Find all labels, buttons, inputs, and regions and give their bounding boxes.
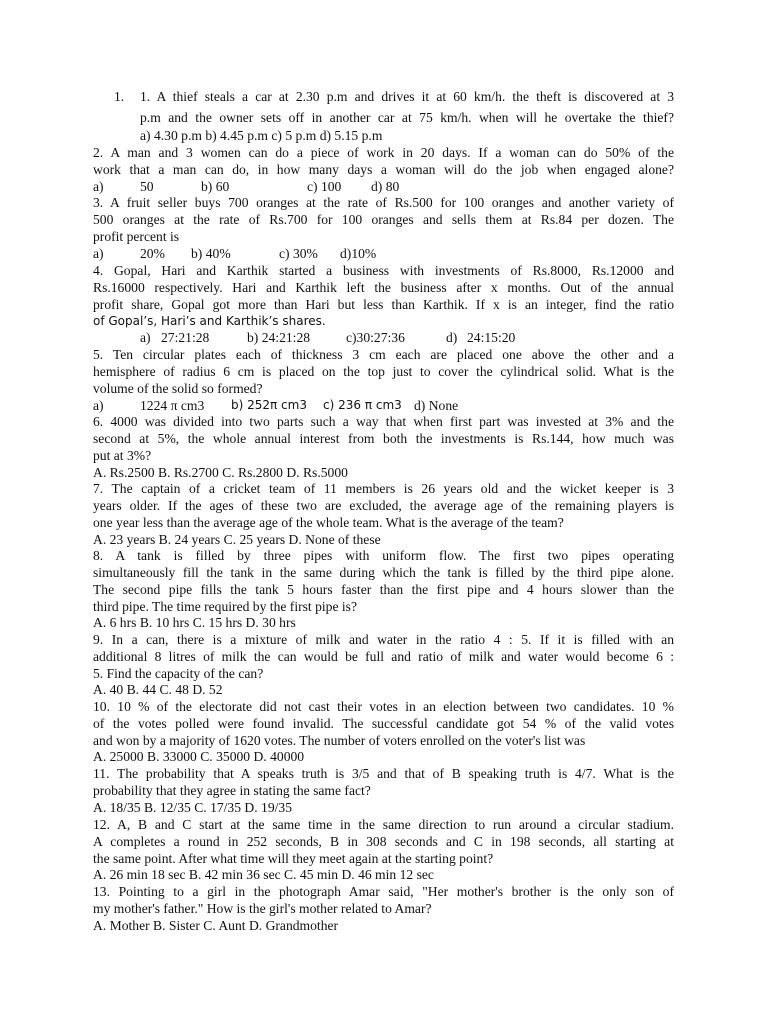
q4-line-4: of Gopal’s, Hari’s and Karthik’s shares. — [93, 314, 326, 328]
q4-option-b: b) 24:21:28 — [247, 330, 311, 345]
q10-line-1: 10. 10 % of the electorate did not cast their votes in an election between two candidates. 10 % — [93, 699, 674, 714]
q9-line-3: 5. Find the capacity of the can? — [93, 666, 264, 681]
q9-line-1: 9. In a can, there is a mixture of milk and water in the ratio 4 : 5. If it is filled with an — [93, 632, 674, 647]
q5-option-label-a: a) — [93, 398, 104, 413]
q3-line-1: 3. A fruit seller buys 700 oranges at the rate of Rs.500 for 100 oranges and another variety of — [93, 195, 674, 210]
q4-option-c: c)30:27:36 — [346, 330, 405, 345]
q4-option-label-d: d) — [446, 330, 458, 345]
q12-options: A. 26 min 18 sec B. 42 min 36 sec C. 45 min D. 46 min 12 sec — [93, 867, 434, 882]
q1-options: a) 4.30 p.m b) 4.45 p.m c) 5 p.m d) 5.15 p.m — [140, 128, 383, 143]
q5-option-d: d) None — [414, 398, 459, 413]
q3-line-2: 500 oranges at the rate of Rs.700 for 100 oranges and sells them at Rs.84 per dozen. The — [93, 212, 674, 227]
q8-line-2: simultaneously fill the tank in the same during which the tank is filled by the third pipe alone. — [93, 565, 674, 580]
q13-line-1: 13. Pointing to a girl in the photograph Amar said, "Her mother's brother is the only son of — [93, 884, 674, 899]
q8-line-3: The second pipe fills the tank 5 hours faster than the first pipe and 4 hours slower than the — [93, 582, 674, 597]
q3-option-a: 20% — [140, 246, 165, 261]
q11-line-1: 11. The probability that A speaks truth is 3/5 and that of B speaking truth is 4/7. What is the — [93, 766, 674, 781]
q11-options: A. 18/35 B. 12/35 C. 17/35 D. 19/35 — [93, 800, 293, 815]
q4-option-label-a: a) — [140, 330, 151, 345]
q3-option-c: c) 30% — [279, 246, 318, 261]
q10-options: A. 25000 B. 33000 C. 35000 D. 40000 — [93, 749, 305, 764]
q4-option-a: 27:21:28 — [161, 330, 210, 345]
q3-line-3: profit percent is — [93, 229, 180, 244]
q1-list-number: 1. — [114, 89, 125, 104]
q8-options: A. 6 hrs B. 10 hrs C. 15 hrs D. 30 hrs — [93, 615, 296, 630]
q3-option-label-a: a) — [93, 246, 104, 261]
q2-option-d: d) 80 — [371, 179, 400, 194]
q10-line-2: of the votes polled were found invalid. The successful candidate got 54 % of the valid votes — [93, 716, 674, 731]
q9-options: A. 40 B. 44 C. 48 D. 52 — [93, 682, 223, 697]
q13-line-2: my mother's father." How is the girl's mother related to Amar? — [93, 901, 432, 916]
q6-line-1: 6. 4000 was divided into two parts such a way that when first part was invested at 3% and the — [93, 414, 674, 429]
q2-option-b: b) 60 — [201, 179, 230, 194]
q7-options: A. 23 years B. 24 years C. 25 years D. None of these — [93, 532, 381, 547]
q7-line-1: 7. The captain of a cricket team of 11 members is 26 years old and the wicket keeper is 3 — [93, 481, 674, 496]
q6-line-2: second at 5%, the whole annual interest from both the investments is Rs.144, how much was — [93, 431, 674, 446]
q7-line-3: one year less than the average age of the whole team. What is the average of the team? — [93, 515, 564, 530]
q11-line-2: probability that they agree in stating the same fact? — [93, 783, 371, 798]
q8-line-4: third pipe. The time required by the first pipe is? — [93, 599, 358, 614]
q5-option-c: c) 236 π cm3 — [323, 398, 402, 412]
q7-line-2: years older. If the ages of these two are excluded, the average age of the remaining players is — [93, 498, 674, 513]
q2-line-1: 2. A man and 3 women can do a piece of work in 20 days. If a woman can do 50% of the — [93, 145, 674, 160]
q12-line-2: A completes a round in 252 seconds, B in 308 seconds and C in 198 seconds, all starting at — [93, 834, 674, 849]
q5-line-3: volume of the solid so formed? — [93, 381, 263, 396]
q12-line-1: 12. A, B and C start at the same time in the same direction to run around a circular stadium. — [93, 817, 674, 832]
q5-option-a: 1224 π cm3 — [140, 398, 205, 413]
q10-line-3: and won by a majority of 1620 votes. The number of voters enrolled on the voter's list was — [93, 733, 586, 748]
q6-options: A. Rs.2500 B. Rs.2700 C. Rs.2800 D. Rs.5000 — [93, 465, 348, 480]
q2-option-c: c) 100 — [307, 179, 342, 194]
q9-line-2: additional 8 litres of milk the can would be full and ratio of milk and water would become 6 : — [93, 649, 674, 664]
q3-option-b: b) 40% — [191, 246, 231, 261]
q1-line-1: 1. A thief steals a car at 2.30 p.m and drives it at 60 km/h. the theft is discovered at 3 — [140, 89, 674, 104]
q2-option-label-a: a) — [93, 179, 104, 194]
q2-line-2: work that a man can do, in how many days a woman will do the job when engaged alone? — [93, 162, 674, 177]
q4-line-2: Rs.16000 respectively. Hari and Karthik left the business after x months. Out of the annual — [93, 280, 674, 295]
q13-options: A. Mother B. Sister C. Aunt D. Grandmother — [93, 918, 339, 933]
q5-option-b: b) 252π cm3 — [231, 398, 307, 412]
q1-line-2: p.m and the owner sets off in another car at 75 km/h. when will he overtake the thief? — [140, 110, 674, 125]
q4-line-3: profit share, Gopal got more than Hari but less than Karthik. If x is an integer, find the ratio — [93, 297, 674, 312]
q5-line-2: hemisphere of radius 6 cm is placed on the top just to cover the cylindrical solid. What is the — [93, 364, 674, 379]
q8-line-1: 8. A tank is filled by three pipes with uniform flow. The first two pipes operating — [93, 548, 674, 563]
q4-option-d: 24:15:20 — [467, 330, 516, 345]
q4-line-1: 4. Gopal, Hari and Karthik started a business with investments of Rs.8000, Rs.12000 and — [93, 263, 674, 278]
q12-line-3: the same point. After what time will they meet again at the starting point? — [93, 851, 494, 866]
q6-line-3: put at 3%? — [93, 448, 152, 463]
q3-option-d: d)10% — [340, 246, 377, 261]
q2-option-a: 50 — [140, 179, 154, 194]
q5-line-1: 5. Ten circular plates each of thickness 3 cm each are placed one above the other and a — [93, 347, 674, 362]
